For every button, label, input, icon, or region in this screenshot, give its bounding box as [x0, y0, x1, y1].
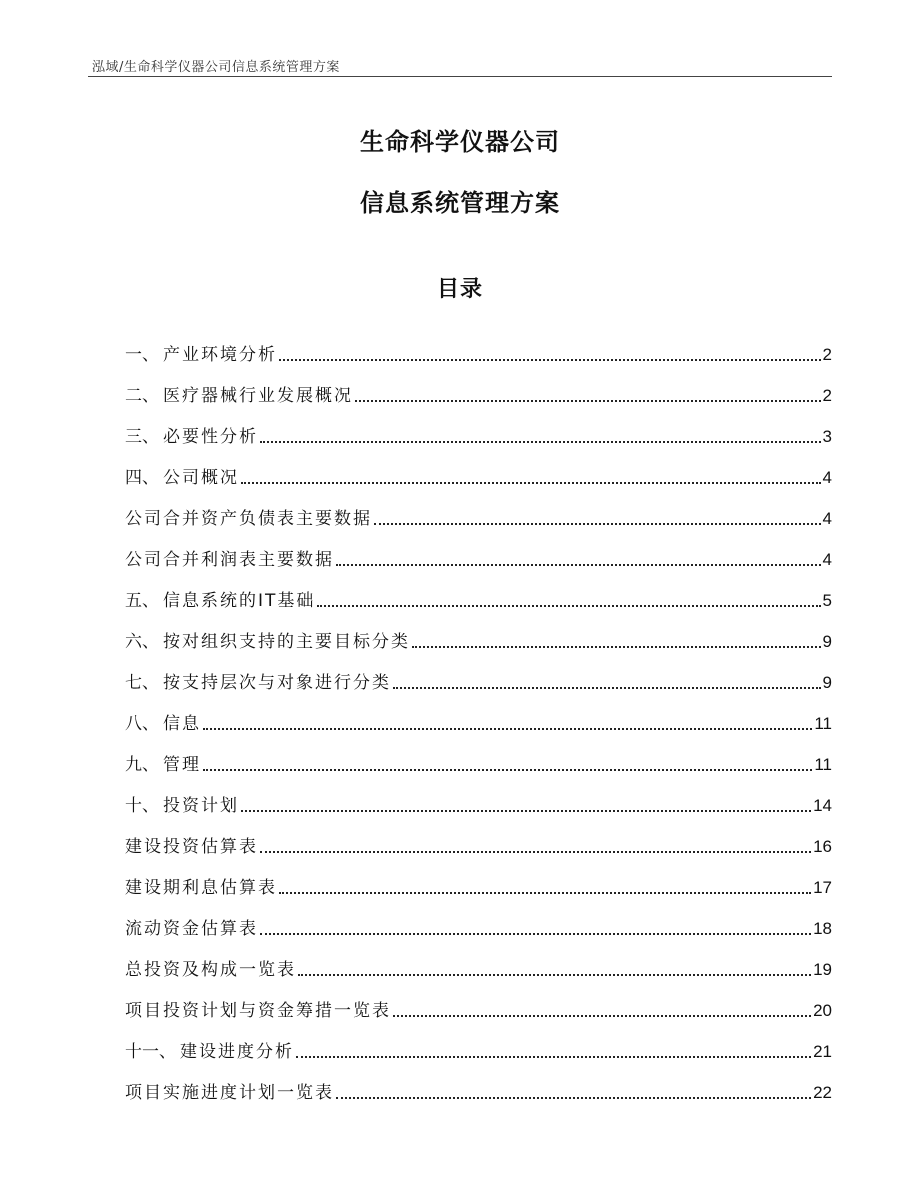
toc-dot-leader [296, 1056, 811, 1058]
toc-entry[interactable] [125, 325, 832, 366]
toc-dot-leader [241, 810, 811, 812]
toc-entry-number: 六、 [125, 632, 159, 652]
toc-entry-label: 按对组织支持的主要目标分类 [163, 632, 410, 652]
toc-entry-label: 公司合并资产负债表主要数据 [125, 509, 372, 529]
toc-dot-leader [412, 646, 821, 648]
toc-entry-label: 建设投资估算表 [125, 837, 258, 857]
toc-entry-label: 流动资金估算表 [125, 919, 258, 939]
toc-page-number: 3 [822, 427, 832, 446]
toc-page-number: 4 [822, 509, 832, 528]
toc-heading: 目录 [436, 277, 483, 302]
toc-entry[interactable] [125, 571, 832, 612]
toc-entry-number: 五、 [125, 591, 159, 611]
toc-entry-label: 信息系统的IT基础 [163, 591, 316, 611]
toc-entry-label: 投资计划 [163, 796, 239, 816]
toc-entry-label: 建设期利息估算表 [125, 878, 277, 898]
toc-entry[interactable] [125, 694, 832, 735]
toc-entry[interactable] [125, 366, 832, 407]
toc-entry-label: 总投资及构成一览表 [125, 960, 296, 980]
toc-entry[interactable] [125, 940, 832, 981]
toc-entry-number: 十、 [125, 796, 159, 816]
toc-page-number: 16 [813, 837, 832, 856]
document-title-line-1: 生命科学仪器公司 [360, 128, 560, 156]
toc-entry[interactable] [125, 735, 832, 776]
toc-dot-leader [203, 728, 812, 730]
toc-entry[interactable] [125, 1022, 832, 1063]
toc-entry-label: 公司合并利润表主要数据 [125, 550, 334, 570]
toc-page-number: 9 [822, 673, 832, 692]
toc-dot-leader [393, 1015, 811, 1017]
toc-page-number: 19 [813, 960, 832, 979]
toc-dot-leader [374, 523, 821, 525]
toc-entry-number: 九、 [125, 755, 159, 775]
toc-dot-leader [203, 769, 812, 771]
toc-dot-leader [279, 359, 821, 361]
toc-entry-label: 医疗器械行业发展概况 [163, 386, 353, 406]
toc-page-number: 4 [822, 468, 832, 487]
toc-entry-label: 公司概况 [163, 468, 239, 488]
toc-entry-label: 项目投资计划与资金筹措一览表 [125, 1001, 391, 1021]
toc-entry-number: 四、 [125, 468, 159, 488]
toc-page-number: 18 [813, 919, 832, 938]
header-divider [88, 76, 832, 77]
toc-entry-label: 信息 [163, 714, 201, 734]
toc-entry[interactable] [125, 858, 832, 899]
toc-dot-leader [355, 400, 821, 402]
toc-entry-number: 十一、 [125, 1042, 176, 1062]
toc-entry-label: 项目实施进度计划一览表 [125, 1083, 334, 1103]
toc-page-number: 5 [822, 591, 832, 610]
toc-entry-number: 八、 [125, 714, 159, 734]
toc-dot-leader [336, 1097, 811, 1099]
toc-page-number: 2 [822, 345, 832, 364]
toc-dot-leader [260, 933, 811, 935]
toc-entry-label: 产业环境分析 [163, 345, 277, 365]
toc-entry[interactable] [125, 530, 832, 571]
toc-dot-leader [336, 564, 821, 566]
toc-dot-leader [260, 851, 811, 853]
toc-page-number: 9 [822, 632, 832, 651]
toc-dot-leader [279, 892, 811, 894]
toc-entry-label: 必要性分析 [163, 427, 258, 447]
document-title-line-2: 信息系统管理方案 [360, 189, 560, 217]
toc-entry-number: 三、 [125, 427, 159, 447]
toc-page-number: 14 [813, 796, 832, 815]
toc-page-number: 20 [813, 1001, 832, 1020]
toc-entry[interactable] [125, 899, 832, 940]
toc-entry-label: 按支持层次与对象进行分类 [163, 673, 391, 693]
toc-entry-label: 建设进度分析 [180, 1042, 294, 1062]
table-of-contents [125, 325, 832, 1104]
toc-entry-label: 管理 [163, 755, 201, 775]
toc-page-number: 11 [814, 714, 832, 733]
toc-entry[interactable] [125, 817, 832, 858]
toc-entry-number: 七、 [125, 673, 159, 693]
toc-page-number: 2 [822, 386, 832, 405]
toc-page-number: 17 [813, 878, 832, 897]
toc-page-number: 11 [814, 755, 832, 774]
toc-page-number: 21 [813, 1042, 832, 1061]
toc-entry[interactable] [125, 489, 832, 530]
toc-page-number: 22 [813, 1083, 832, 1102]
toc-entry[interactable] [125, 612, 832, 653]
toc-entry[interactable] [125, 1063, 832, 1104]
toc-entry-number: 一、 [125, 345, 159, 365]
toc-dot-leader [298, 974, 811, 976]
toc-entry[interactable] [125, 653, 832, 694]
toc-dot-leader [241, 482, 821, 484]
toc-page-number: 4 [822, 550, 832, 569]
toc-dot-leader [317, 605, 820, 607]
toc-dot-leader [260, 441, 821, 443]
toc-entry-number: 二、 [125, 386, 159, 406]
toc-entry[interactable] [125, 448, 832, 489]
toc-entry[interactable] [125, 407, 832, 448]
toc-dot-leader [393, 687, 821, 689]
page-header: 泓域/生命科学仪器公司信息系统管理方案 [92, 60, 340, 75]
toc-entry[interactable] [125, 776, 832, 817]
toc-entry[interactable] [125, 981, 832, 1022]
